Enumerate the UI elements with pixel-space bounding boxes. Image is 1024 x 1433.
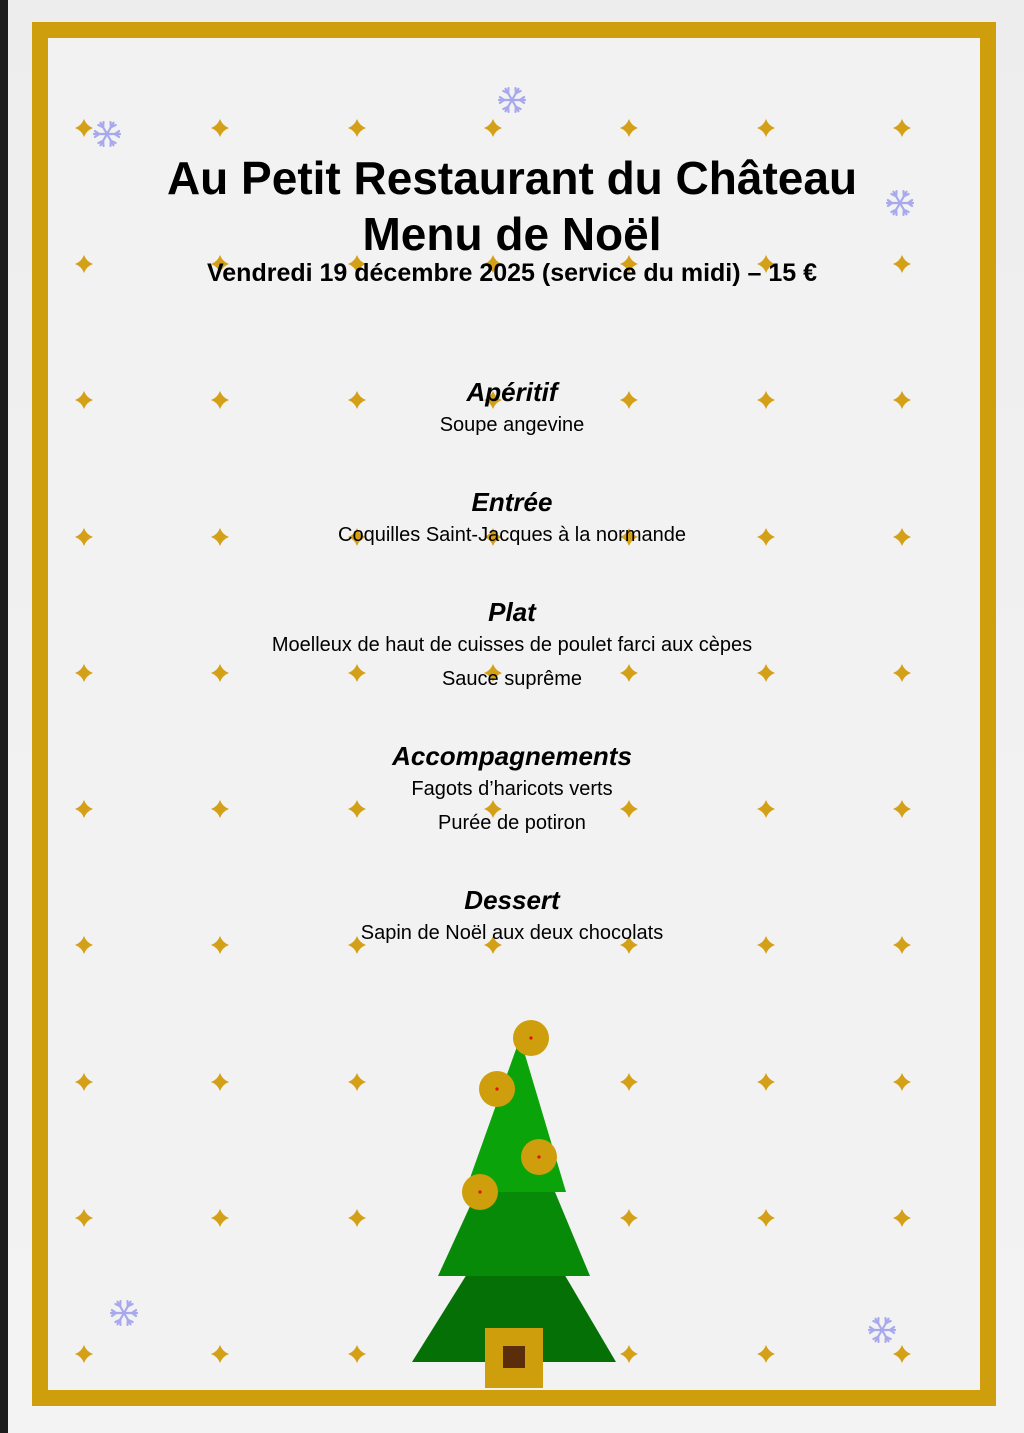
snowflake-icon (94, 122, 120, 146)
four-point-star-icon (211, 119, 229, 137)
tree-trunk-door (503, 1346, 525, 1368)
ornament-icon (479, 1071, 515, 1107)
dish-item: Soupe angevine (439, 414, 585, 436)
four-point-star-icon (620, 119, 638, 137)
four-point-star-icon (348, 1073, 366, 1091)
four-point-star-icon (211, 1209, 229, 1227)
four-point-star-icon (893, 1209, 911, 1227)
course-dessert (0, 884, 1024, 950)
restaurant-name: Au Petit Restaurant du Château (166, 152, 858, 204)
four-point-star-icon (75, 1209, 93, 1227)
dish-item: Purée de potiron (438, 812, 586, 834)
ornament-icon (521, 1139, 557, 1175)
christmas-tree-icon (400, 1010, 630, 1390)
course-aperitif (0, 376, 1024, 442)
snowflake-icon (111, 1301, 137, 1325)
ornament-icon (513, 1020, 549, 1056)
four-point-star-icon (75, 1345, 93, 1363)
menu-courses (0, 376, 1024, 994)
course-title: Entrée (471, 487, 553, 517)
four-point-star-icon (757, 1209, 775, 1227)
four-point-star-icon (893, 119, 911, 137)
ornament-icon (462, 1174, 498, 1210)
four-point-star-icon (893, 1345, 911, 1363)
course-entree (0, 486, 1024, 552)
four-point-star-icon (348, 1345, 366, 1363)
snowflake-icon (869, 1318, 895, 1342)
course-accompagnements (0, 740, 1024, 840)
dish-item: Coquilles Saint-Jacques à la normande (338, 524, 686, 546)
tree-middle-tier (438, 1180, 590, 1276)
four-point-star-icon (211, 1345, 229, 1363)
four-point-star-icon (348, 119, 366, 137)
course-title: Dessert (464, 885, 560, 915)
four-point-star-icon (75, 1073, 93, 1091)
course-plat (0, 596, 1024, 696)
menu-subtitle: Vendredi 19 décembre 2025 (service du midi) – 15 € (206, 259, 818, 287)
four-point-star-icon (75, 119, 93, 137)
four-point-star-icon (893, 1073, 911, 1091)
snowflake-icon (499, 88, 525, 112)
menu-title: Menu de Noël (362, 208, 662, 260)
dish-item: Moelleux de haut de cuisses de poulet farci aux cèpes (271, 634, 753, 656)
dish-item: Fagots d’haricots verts (411, 778, 613, 800)
four-point-star-icon (348, 1209, 366, 1227)
four-point-star-icon (757, 1073, 775, 1091)
four-point-star-icon (484, 119, 502, 137)
four-point-star-icon (757, 1345, 775, 1363)
four-point-star-icon (757, 119, 775, 137)
course-title: Accompagnements (392, 741, 632, 771)
course-title: Apéritif (466, 377, 558, 407)
four-point-star-icon (211, 1073, 229, 1091)
page-title (0, 150, 1024, 262)
dish-item: Sapin de Noël aux deux chocolats (360, 922, 664, 944)
course-title: Plat (488, 597, 536, 627)
dish-item: Sauce suprême (441, 668, 583, 690)
